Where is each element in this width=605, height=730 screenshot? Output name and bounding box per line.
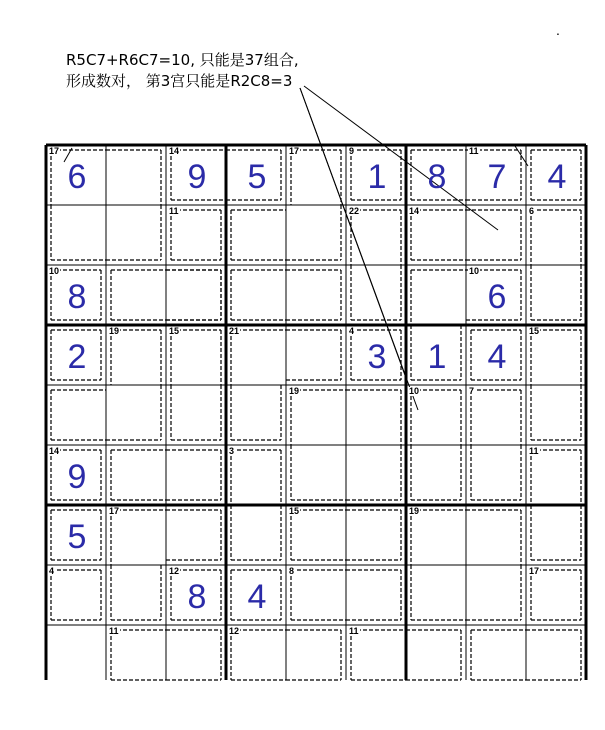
cell-r1c3[interactable]: 9 — [187, 157, 207, 196]
cell-r2c3[interactable] — [167, 207, 227, 267]
cell-r3c7[interactable] — [407, 267, 467, 327]
cell-r8c4[interactable]: 4 — [247, 577, 267, 616]
cage-sum-label: 10 — [49, 266, 60, 276]
cell-r9c7[interactable] — [407, 627, 467, 687]
cage-sum-label: 11 — [529, 446, 539, 456]
cell-r9c4[interactable] — [227, 627, 287, 687]
cage-sum-label: 6 — [529, 206, 535, 216]
cell-r4c9[interactable] — [527, 327, 587, 387]
cage-sum-label: 17 — [289, 146, 300, 156]
cell-r5c4[interactable] — [227, 387, 287, 447]
cell-r9c5[interactable] — [287, 627, 347, 687]
annotation-line-2: 形成数对， 第3宫只能是R2C8=3 — [66, 72, 293, 90]
cell-r9c6[interactable] — [347, 627, 407, 687]
cell-r3c9[interactable] — [527, 267, 587, 327]
cell-r7c7[interactable] — [407, 507, 467, 567]
cage-sum-label: 15 — [529, 326, 540, 336]
cage-sum-label: 10 — [409, 386, 420, 396]
cell-r1c4[interactable]: 5 — [247, 157, 267, 196]
cell-r4c2[interactable] — [107, 327, 167, 387]
cell-r6c9[interactable] — [527, 447, 587, 507]
cell-r2c1[interactable] — [47, 207, 107, 267]
cage-sum-label: 22 — [349, 206, 360, 216]
cage-sum-label: 9 — [349, 146, 355, 156]
cell-r8c5[interactable] — [287, 567, 347, 627]
cage-sum-label: 3 — [229, 446, 235, 456]
cage-sum-label: 14 — [409, 206, 420, 216]
cell-r5c6[interactable] — [347, 387, 407, 447]
cell-r3c3[interactable] — [167, 267, 227, 327]
cell-r4c7[interactable]: 1 — [427, 337, 447, 376]
cage-sum-label: 17 — [529, 566, 540, 576]
cage-sum-label: 11 — [349, 626, 359, 636]
cage-sum-label: 4 — [349, 326, 355, 336]
cell-r5c7[interactable] — [407, 387, 467, 447]
cell-r8c6[interactable] — [347, 567, 407, 627]
cage-sum-label: 19 — [289, 386, 300, 396]
cell-r2c7[interactable] — [407, 207, 467, 267]
cell-r6c7[interactable] — [407, 447, 467, 507]
cell-r9c8[interactable] — [467, 627, 527, 687]
cell-r7c9[interactable] — [527, 507, 587, 567]
cell-r9c3[interactable] — [167, 627, 227, 687]
cell-r1c2[interactable] — [107, 147, 167, 207]
cell-r6c5[interactable] — [287, 447, 347, 507]
cell-r1c6[interactable]: 1 — [367, 157, 387, 196]
cell-r2c2[interactable] — [107, 207, 167, 267]
cage-sum-label: 11 — [169, 206, 179, 216]
cell-r1c1[interactable]: 6 — [67, 157, 87, 196]
cage-sum-label: 17 — [49, 146, 60, 156]
cage-sum-label: 17 — [109, 506, 120, 516]
cell-r4c3[interactable] — [167, 327, 227, 387]
cage-sum-label: 19 — [409, 506, 420, 516]
corner-mark: . — [556, 22, 560, 38]
cell-r6c3[interactable] — [167, 447, 227, 507]
cell-r7c2[interactable] — [107, 507, 167, 567]
cell-r7c1[interactable]: 5 — [67, 517, 87, 556]
cell-r6c8[interactable] — [467, 447, 527, 507]
cage-sum-label: 10 — [469, 266, 480, 276]
cage-sum-label: 7 — [469, 386, 475, 396]
cell-r3c4[interactable] — [227, 267, 287, 327]
cell-r4c1[interactable]: 2 — [67, 337, 87, 376]
cell-r3c5[interactable] — [287, 267, 347, 327]
cell-r2c8[interactable] — [467, 207, 527, 267]
cell-r5c9[interactable] — [527, 387, 587, 447]
cell-r5c5[interactable] — [287, 387, 347, 447]
cell-r3c2[interactable] — [107, 267, 167, 327]
cell-r3c6[interactable] — [347, 267, 407, 327]
cage-sum-label: 12 — [229, 626, 240, 636]
cage-sum-label: 15 — [289, 506, 300, 516]
cell-r5c3[interactable] — [167, 387, 227, 447]
cell-r6c2[interactable] — [107, 447, 167, 507]
cage-sum-label: 14 — [169, 146, 180, 156]
cell-r1c8[interactable]: 7 — [487, 157, 507, 196]
cage-sum-label: 19 — [109, 326, 120, 336]
cell-r4c8[interactable]: 4 — [487, 337, 507, 376]
cell-r6c4[interactable] — [227, 447, 287, 507]
cell-r5c1[interactable] — [47, 387, 107, 447]
cell-r8c8[interactable] — [467, 567, 527, 627]
cell-r8c2[interactable] — [107, 567, 167, 627]
cell-r7c3[interactable] — [167, 507, 227, 567]
cell-r8c9[interactable] — [527, 567, 587, 627]
cage-sum-label: 11 — [469, 146, 479, 156]
cell-r7c8[interactable] — [467, 507, 527, 567]
cell-r2c6[interactable] — [347, 207, 407, 267]
cell-r2c9[interactable] — [527, 207, 587, 267]
cell-r9c9[interactable] — [527, 627, 587, 687]
cell-r1c9[interactable]: 4 — [547, 157, 567, 196]
cage-sum-label: 14 — [49, 446, 60, 456]
cell-r8c7[interactable] — [407, 567, 467, 627]
cell-r1c7[interactable]: 8 — [427, 157, 447, 196]
cell-r1c5[interactable] — [287, 147, 347, 207]
cell-r7c6[interactable] — [347, 507, 407, 567]
cage-sum-label: 15 — [169, 326, 180, 336]
cage-sum-label: 11 — [109, 626, 119, 636]
cell-r5c2[interactable] — [107, 387, 167, 447]
cell-r2c5[interactable] — [287, 207, 347, 267]
cell-r4c5[interactable] — [287, 327, 347, 387]
cage-sum-label: 8 — [289, 566, 295, 576]
cell-r3c8[interactable]: 6 — [487, 277, 507, 316]
cage-sum-label: 4 — [49, 566, 55, 576]
cell-r9c1[interactable] — [47, 627, 107, 687]
cage-sum-label: 12 — [169, 566, 180, 576]
cell-r2c4[interactable] — [227, 207, 287, 267]
cell-r7c5[interactable] — [287, 507, 347, 567]
cell-r6c6[interactable] — [347, 447, 407, 507]
cell-r7c4[interactable] — [227, 507, 287, 567]
cell-r4c6[interactable]: 3 — [367, 337, 387, 376]
cage-sum-label: 21 — [229, 326, 240, 336]
cell-r8c3[interactable]: 8 — [187, 577, 207, 616]
cell-r4c4[interactable] — [227, 327, 287, 387]
cell-r3c1[interactable]: 8 — [67, 277, 87, 316]
annotation-line-1: R5C7+R6C7=10, 只能是37组合, — [66, 51, 299, 69]
cell-r5c8[interactable] — [467, 387, 527, 447]
cell-r6c1[interactable]: 9 — [67, 457, 87, 496]
cell-r8c1[interactable] — [47, 567, 107, 627]
cell-r9c2[interactable] — [107, 627, 167, 687]
